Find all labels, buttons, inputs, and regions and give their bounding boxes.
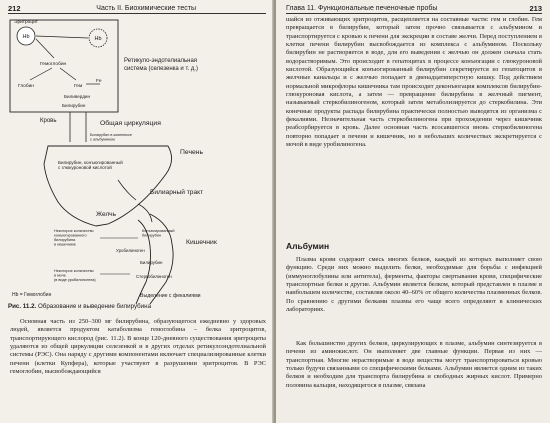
fe-label: Fe xyxy=(96,79,102,84)
erythrocyte-label: Эритроцит xyxy=(14,20,38,25)
biliary-tract-label: Билиарный тракт xyxy=(150,189,204,196)
bilirubin-diagram xyxy=(0,14,274,314)
bilirubin-label: Билирубин xyxy=(62,103,86,108)
blood-label: Кровь xyxy=(40,118,57,124)
general-circulation-label: Общая циркуляция xyxy=(100,120,161,127)
globin-label: Глобин xyxy=(18,84,34,89)
conjugated-bilirubin-2-label: Конъюгированный билирубин xyxy=(142,229,175,238)
right-running-title: Глава 11. Функциональные печеночные пробы xyxy=(286,5,438,12)
urobilinogen-label: Уробилиноген xyxy=(116,248,145,253)
conjugated-bilirubin-label: Билирубин, конъюгированный с глюкуроновой кислотой xyxy=(58,160,123,170)
left-running-title: Часть II. Биохимические тесты xyxy=(96,5,196,12)
hemoglobin-label: Гемоглобин xyxy=(40,62,67,67)
right-paragraph-2: Плазма крови содержит смесь многих белков, каждый из которых выполняет свою функцию. Среди них можно выделить белки, необходимые для борьбы с инфекцией (иммуноглобулины или антитела), ферменты, факторы свертывания крови, специфические транспортные белки и другие. Альбумин является белком, который представлен в плазме в наибольшем количестве, составляя около 40–60% от общего количества плазменных белков. По сравнению с другими белками плазмы его чаще всего определяют в клинических лабораториях. xyxy=(286,256,542,314)
right-running-head xyxy=(286,4,542,13)
hb-label: Hb xyxy=(22,34,30,40)
caption-text: Образование и выведение билирубина xyxy=(37,303,152,310)
right-paragraph-3: Как большинство других белков, циркулирующих в плазме, альбумин синтезируется в печени из аминокислот. Он выполняет две главные функции. Первая из них — транспортная. Многие нерастворимые в воде вещества могут транспортироваться кровью только будучи связанными со специфическими белками. Альбумин является одним из таких белков и необходим для транспорта билирубина и свободных жирных кислот. Примерно половина кальция, находящегося в плазме, связана xyxy=(286,340,542,389)
left-page xyxy=(0,0,274,423)
some-urine-label: Некоторое количество в моче (в виде уробилиногена) xyxy=(54,269,96,282)
left-page-number: 212 xyxy=(8,4,21,13)
legend-label: Hb = Гемоглобин xyxy=(12,292,52,298)
biliverdin-label: Биливердин xyxy=(64,94,91,99)
bilirubin-albumin-label: Билирубин в комплексе с альбумином xyxy=(90,133,133,142)
intestine-outline xyxy=(150,214,173,304)
some-conjugated-label: Некоторое количество конъюгированного билирубина в кишечнике xyxy=(54,229,94,247)
res-label: Ретикуло-эндотелиальная система (селезенка и т. д.) xyxy=(124,58,199,72)
stercobilinogen-label: Стеркобилиноген xyxy=(136,274,172,279)
left-running-head xyxy=(8,4,266,13)
right-page-number: 213 xyxy=(529,4,542,13)
hb-label-2: Hb xyxy=(94,36,102,42)
intestine-label: Кишечник xyxy=(186,239,217,246)
feces-label: Выделение с фекалиями xyxy=(140,293,201,299)
heme-label: Гем xyxy=(74,84,83,89)
liver-label: Печень xyxy=(180,149,204,156)
right-paragraph-1: шайся из отживающих эритроцитов, расщепляется на составные части: гем и глобин. Гем превращается в билирубин, который затем прочно связывается с альбумином и транспортируется с кровью к печени для экскреции в составе желчи. Перед поступлением в клетки печени билирубин высвобождается из комплекса с альбумином. Поскольку билирубин не растворяется в воде, для его выведения с желчью он должен сначала стать водорастворимым. Это происходит в гепатоцитах в процессе конъюгации с глюкуроновой кислотой. Образующийся конъюгированный билирубин секретируется из гепатоцитов в желчные канальцы и с желчью попадает в двенадцатиперстную кишку. Под действием нормальной микрофлоры кишечника там происходит деконъюгация комплексов билирубин-глюкуроновая кислота, а затем — превращение билирубина в желчный пигмент, называемый стеркобилиногеном, который затем метаболизируется до стеркобилина. Эти конечные продукты распада билирубина практически полностью выводятся из организма с фекалиями. Незначительная часть стеркобилиногена при прохождении через кишечник реабсорбируется в кровь. Далее основная часть всосавшегося вновь стеркобилиногена повторно попадает в печени и кишечник, но в небольших количествах экскретируется с мочой в виде уробилиногена. xyxy=(286,16,542,149)
right-page xyxy=(276,0,550,423)
left-paragraph: Основная часть из 250–300 мг билирубина, образующегося ежедневно у здоровых людей, является продуктом катаболизма гемоглобина – белка эритроцитов, транспортирующего кислород (рис. 11.2). В конце 120-дневного существования эритроциты удаляются из общей циркуляции селезенкой и в других отделах ретикулоэндотелиальной системы (РЭС). Она наряду с другими компонентами включает специализированные клетки печени (клетки Купфера), которые участвуют в разрушении эритроцитов. В РЭС гемоглобин, высвобождающийся xyxy=(10,318,266,376)
bile-label: Желчь xyxy=(96,211,117,218)
right-header-rule xyxy=(286,13,542,14)
caption-label: Рис. 11.2. xyxy=(8,303,37,310)
section-title: Альбумин xyxy=(286,241,330,251)
figure-caption xyxy=(8,303,270,311)
bilirubin-2-label: Билирубин xyxy=(140,260,163,265)
